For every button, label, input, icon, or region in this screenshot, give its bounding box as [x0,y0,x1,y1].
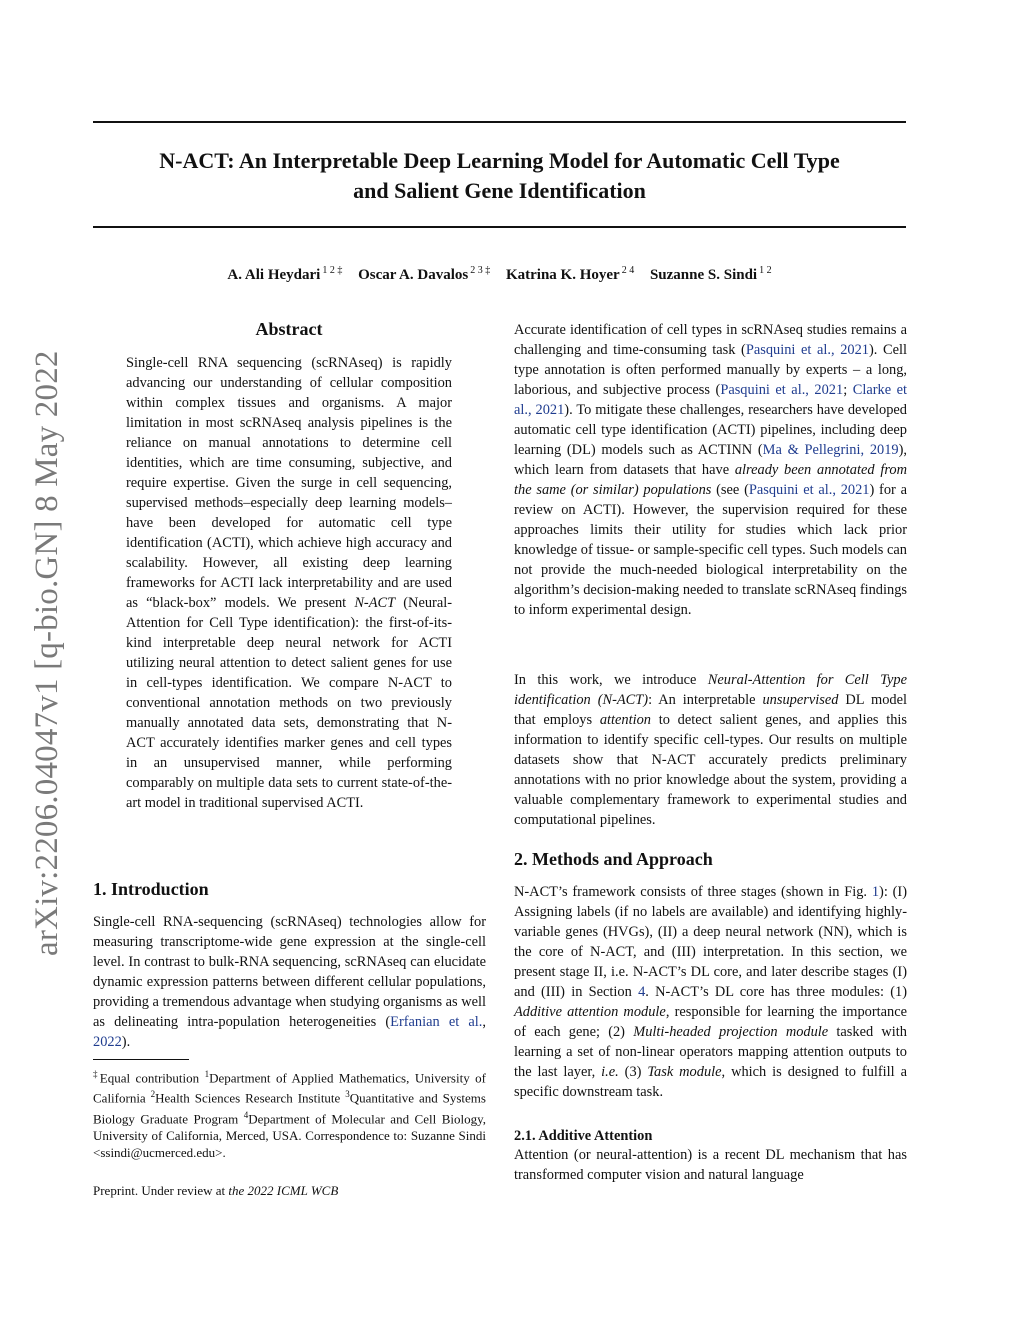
author-affiliation: 2 4 [621,265,635,276]
author [650,267,772,283]
emphasis-text: attention [599,712,651,728]
venue-name: the 2022 ICML WCB [228,1183,339,1198]
author-list [93,261,906,285]
paragraph-text: ): (I) Assigning labels (if no labels are available) and identifying highly-variable genes (HVGs), (II) a deep neural network (NN), which is the core of N-ACT, and (III) interpretation. In this section, we present stage II, i.e. N-ACT’s DL core, and later describe stages (I) and (III) in Section [514,884,908,1000]
paragraph-text: . N-ACT’s DL core has three modules: (1) [645,984,907,1000]
paragraph-text: ) for a review on ACTI). However, the supervision required for these approaches limits their utility for studies which lack prior knowledge of tissue- or sample-specific cell types. Such models can not provide the much-needed biological interpretability on the algorithm’s decision-making needed to translate scRNAseq findings to inform experimental design. [514,482,907,618]
footnote-rule [93,1059,189,1060]
paragraph-text: (see ( [711,482,749,498]
citation-year-link[interactable]: 2022 [93,1034,122,1050]
paragraph-text: In this work, we introduce [514,672,708,688]
paper-title [93,146,906,206]
abstract-emphasis: N-ACT [354,595,396,611]
introduction-paragraph [93,912,486,1052]
paragraph-text: DL model that employs [514,692,907,728]
author-name: Suzanne S. Sindi [649,267,758,283]
figure-reference-link[interactable]: 1 [871,884,880,900]
paragraph-text: (3) [618,1064,648,1080]
author [358,267,490,283]
footnote-text: Department of Applied Mathematics, University of California [93,1070,487,1106]
footnote-marker: 1 [204,1069,210,1079]
introduction-heading: 1. Introduction [93,879,209,899]
emphasis-text: i.e. [601,1064,619,1080]
citation-link[interactable]: Pasquini et al., 2021 [745,342,869,358]
author-affiliation: 2 3 ‡ [470,265,491,276]
affiliations-footnote [93,1066,486,1161]
preprint-text: Preprint. Under review at [93,1183,229,1198]
emphasis-text: Additive attention module [514,1004,666,1020]
citation-link[interactable]: Clarke et al., 2021 [514,382,907,418]
section-reference-link[interactable]: 4 [638,984,646,1000]
emphasis-text: unsupervised [762,692,839,708]
paragraph-text: ). Cell type annotation is often performed manually by experts – a long, laborious, and subjective process ( [514,342,907,398]
paragraph-text: Single-cell RNA-sequencing (scRNAseq) technologies allow for measuring transcriptome-wide gene expression at the single-cell level. In contrast to bulk-RNA sequencing, scRNAseq can elucidate dynamic expression patterns between different cellular populations, providing a tremendous advantage when studying organisms as well as delineating intra-population heterogeneities ( [93,914,487,1030]
citation-separator: ; [843,382,853,398]
emphasis-text: already been annotated from the same (or similar) populations [514,462,907,498]
footnote-text: Equal contribution [99,1070,205,1086]
citation-link[interactable]: Erfanian et al. [390,1014,483,1030]
abstract-text [126,353,452,813]
title-line-2: and Salient Gene Identification [353,178,646,203]
paragraph-text: ), which learn from datasets that have [514,442,907,478]
contribution-paragraph [514,670,907,830]
intro-continuation-paragraph [514,320,907,620]
preprint-notice [93,1182,338,1199]
methods-paragraph [514,882,907,1102]
paragraph-text: , which is designed to fulfill a specific downstream task. [514,1064,907,1100]
abstract-text-part: Single-cell RNA sequencing (scRNAseq) is rapidly advancing our understanding of cellular composition within complex tissues and organisms. A major limitation in most scRNAseq analysis pipelines is the reliance on manual annotations to determine cell identities, which are time consuming, subjective, and require expertise. Given the surge in cell sequencing, supervised methods–especially deep learning models–have been developed for automatic cell type identification (ACTI), which achieve high accuracy and scalability. However, all existing deep learning frameworks for ACTI lack interpretability and are used as “black-box” models. We present [126,355,452,611]
paragraph-text: tasked with learning a set of non-linear operators mapping attention outputs to the last layer, [514,1024,907,1080]
additive-attention-heading: 2.1. Additive Attention [514,1128,653,1144]
abstract-text-part: (Neural-Attention for Cell Type identification): the first-of-its-kind interpretable deep neural network for ACTI utilizing neural attention to detect salient genes for use in cell-types identification. We compare N-ACT to conventional annotation methods on two previously manually annotated data sets, demonstrating that N-ACT accurately identifies marker genes and cell types in an unsupervised manner, while performing comparably on multiple data sets to current state-of-the-art model in traditional supervised ACTI. [126,595,452,811]
paragraph-text: ). [121,1034,131,1050]
title-line-1: N-ACT: An Interpretable Deep Learning Model for Automatic Cell Type [159,148,840,173]
paragraph-text: : An interpretable [648,692,763,708]
title-bottom-rule [93,226,906,228]
author-affiliation: 1 2 ‡ [322,265,343,276]
paragraph-text: Accurate identification of cell types in scRNAseq studies remains a challenging and time-consuming task ( [514,322,907,358]
footnote-text: Health Sciences Research Institute [155,1090,346,1106]
author-name: A. Ali Heydari [227,267,321,283]
title-top-rule [93,121,906,123]
arxiv-identifier-stamp: arXiv:2206.04047v1 [q-bio.GN] 8 May 2022 [29,350,65,956]
additive-attention-paragraph: Attention (or neural-attention) is a recent DL mechanism that has transformed computer vision and natural language [514,1147,907,1183]
footnote-text: Quantitative and Systems Biology Graduate Program [93,1090,486,1126]
footnote-marker: ‡ [93,1069,100,1079]
footnote-marker: 2 [150,1089,156,1100]
footnote-marker: 4 [243,1109,249,1120]
emphasis-text: Neural-Attention for Cell Type identification (N-ACT) [514,672,907,708]
paragraph-text: , responsible for learning the importance of each gene; (2) [514,1004,908,1040]
citation-link[interactable]: Ma & Pellegrini, 2019 [762,442,899,458]
author-name: Oscar A. Davalos [358,267,469,283]
emphasis-text: Task module [647,1064,722,1080]
footnote-marker: 3 [345,1089,350,1100]
author-affiliation: 1 2 [759,265,772,276]
emphasis-text: Multi-headed projection module [633,1024,829,1040]
paragraph-text: N-ACT’s framework consists of three stages (shown in Fig. [514,884,872,900]
abstract-heading: Abstract [255,319,323,339]
author-name: Katrina K. Hoyer [505,267,620,283]
footnote-text: Department of Molecular and Cell Biology, University of California, Merced, USA. Correspondence to: Suzanne Sindi <ssindi@ucmerced.edu>. [93,1110,486,1160]
paragraph-text: to detect salient genes, and applies this information to identify specific cell-types. Our results on multiple datasets show that N-ACT accurately predicts preliminary annotations with no prior knowledge about the system, providing a valuable complementary framework to experimental studies and computational pipelines. [514,712,907,828]
author [506,267,634,283]
paragraph-text: ). To mitigate these challenges, researchers have developed automatic cell type identification (ACTI) pipelines, including deep learning (DL) models such as ACTINN ( [514,402,907,458]
citation-link[interactable]: Pasquini et al., 2021 [720,382,844,398]
citation-link[interactable]: Pasquini et al., 2021 [748,482,870,498]
citation-separator: , [482,1014,486,1030]
methods-heading: 2. Methods and Approach [514,849,713,869]
author [227,267,342,283]
